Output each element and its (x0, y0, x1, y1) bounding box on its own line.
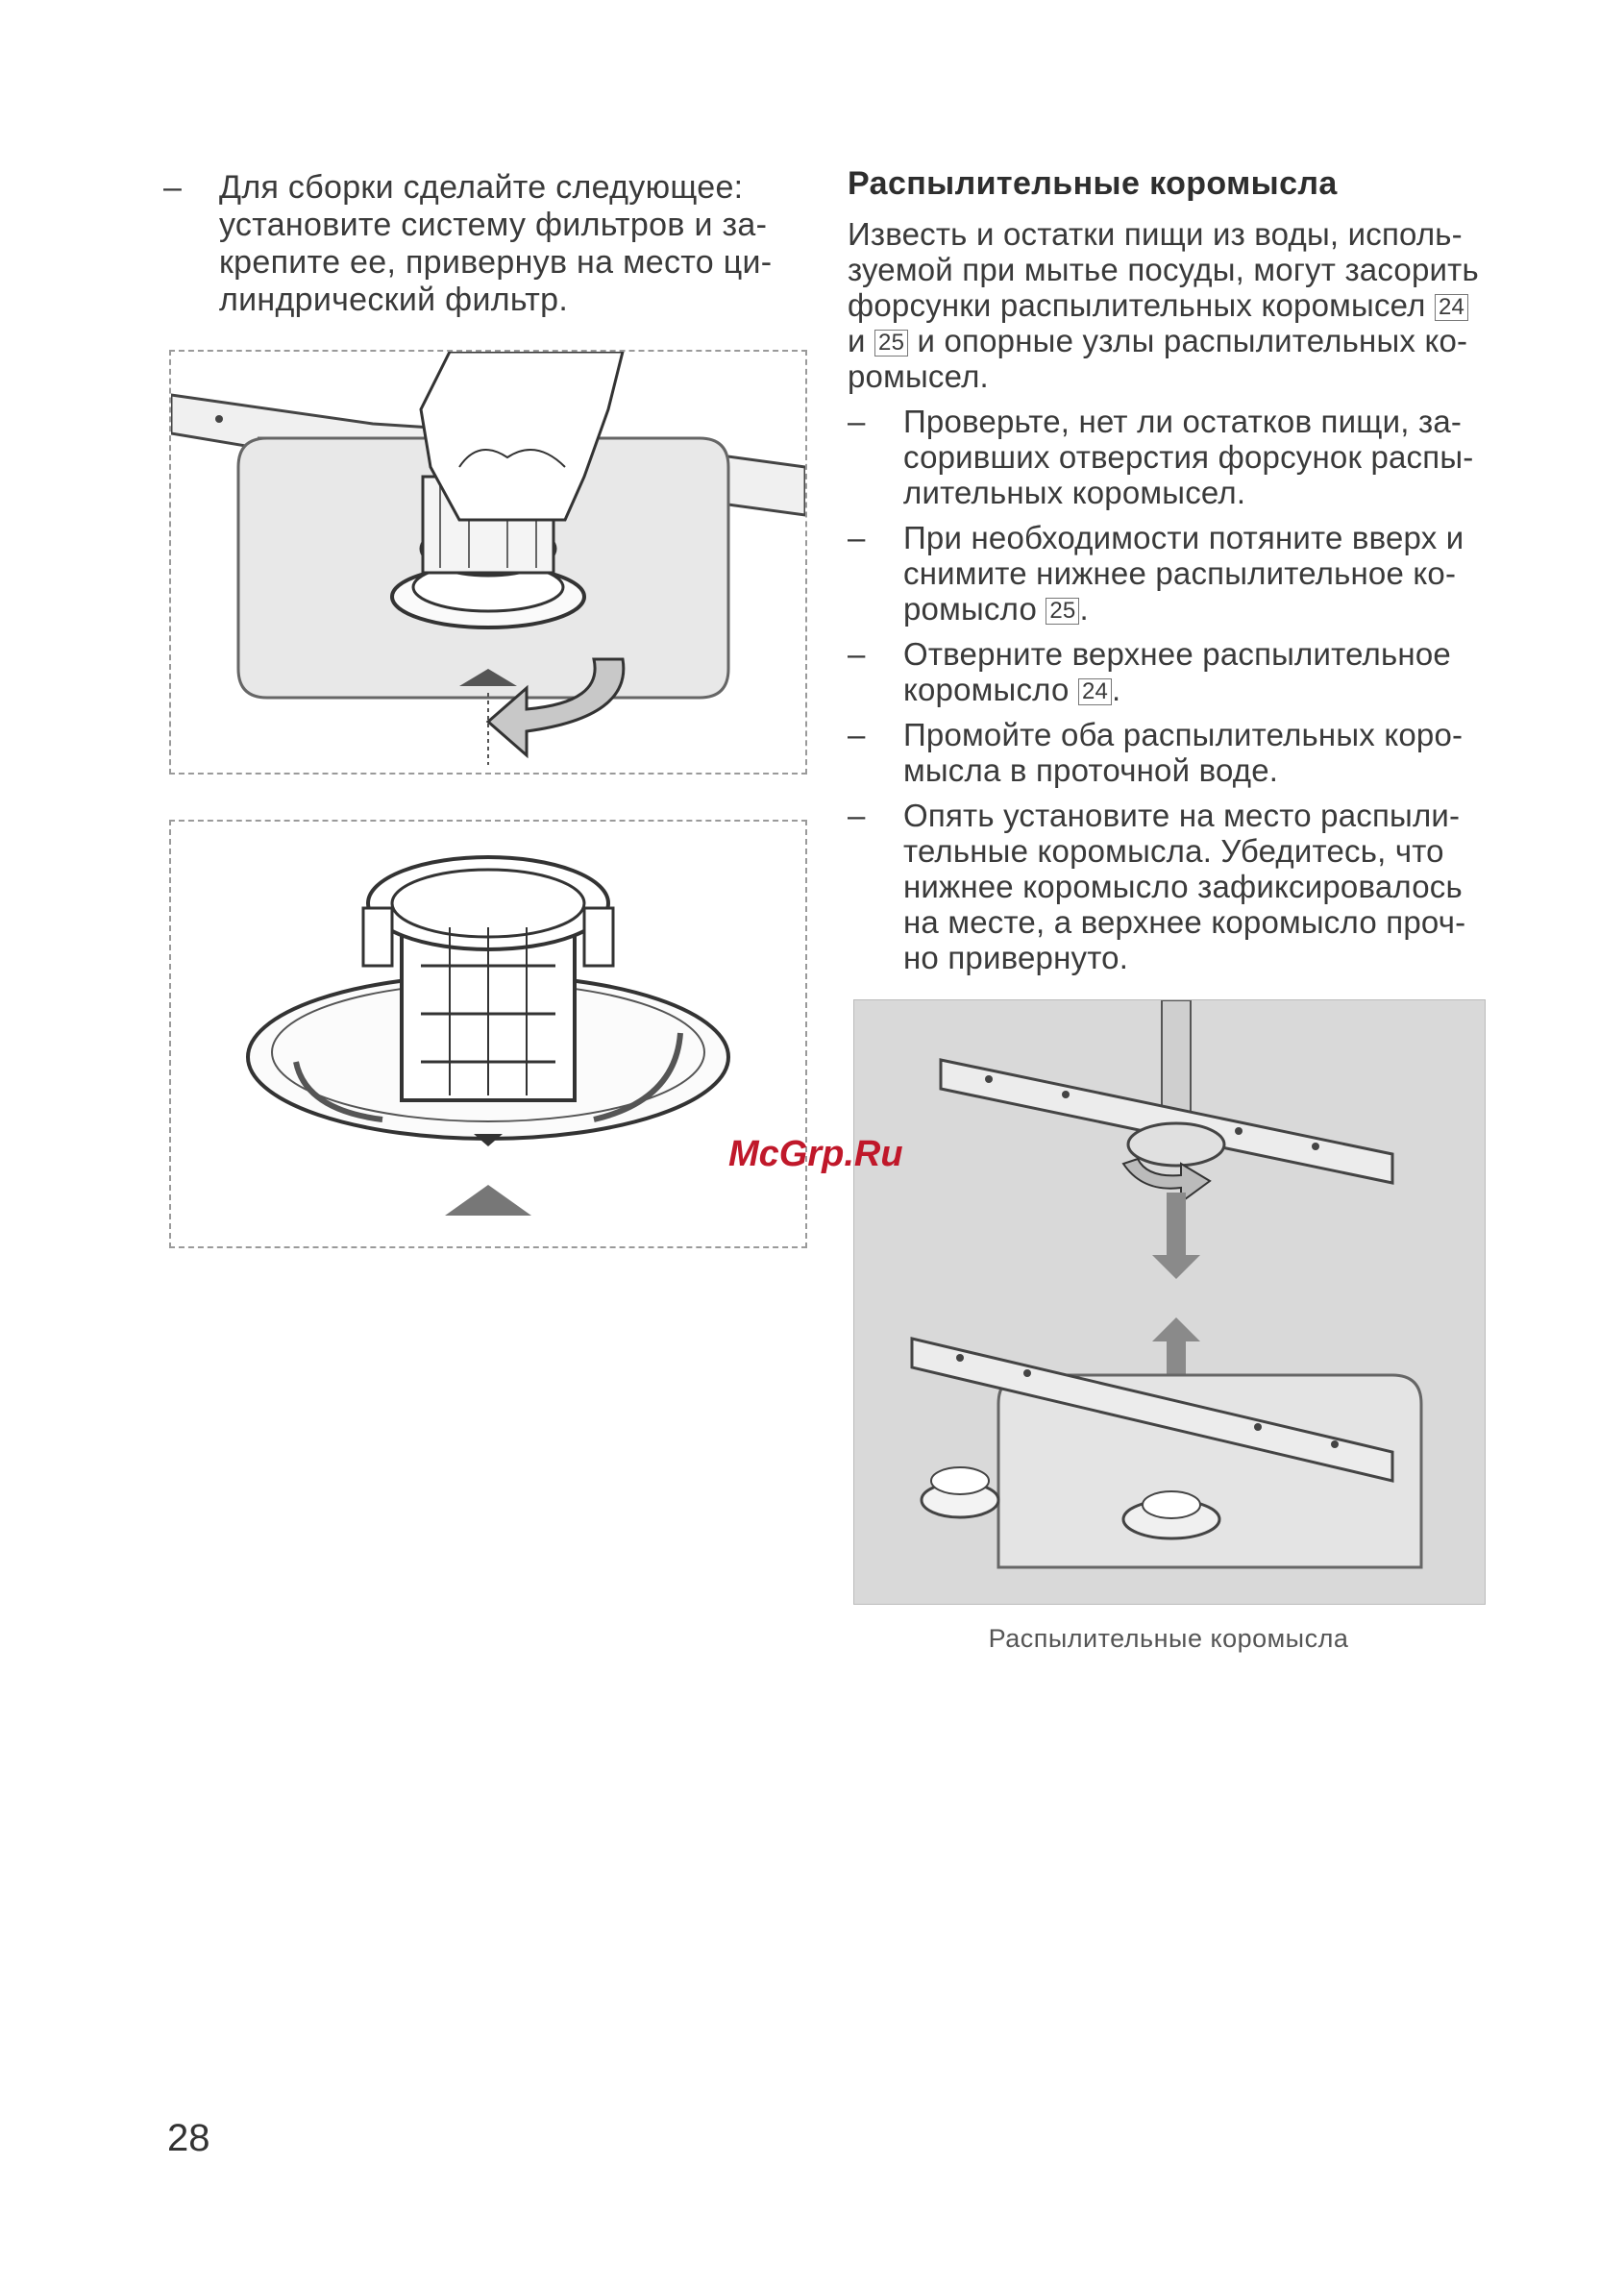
instruction-item (848, 717, 1489, 788)
left-instruction (163, 169, 807, 319)
instruction-text (903, 717, 1489, 788)
reference-number-lower-arm: 25 (874, 330, 908, 357)
instruction-text (903, 404, 1489, 510)
figure-caption: Распылительные коромысла (988, 1624, 1349, 1653)
instruction-line: на месте, а верхнее коромысло проч- (903, 904, 1466, 940)
intro-paragraph (848, 216, 1489, 394)
instruction-item (848, 404, 1489, 510)
instruction-line: Отверните верхнее распылительное коромысло (903, 636, 1451, 707)
instruction-line: Промойте оба распылительных коро- (903, 717, 1464, 752)
page-number: 28 (167, 2117, 210, 2159)
intro-line: форсунки распылительных коромысел (848, 287, 1426, 323)
instruction-item (848, 636, 1489, 707)
instruction-item (848, 520, 1489, 627)
instruction-line: соривших отверстия форсунок распы- (903, 439, 1474, 475)
instruction-line: При необходимости потяните вверх и снимите нижнее распылительное ко-ромысло (903, 520, 1464, 627)
instruction-tail: . (1112, 672, 1121, 707)
instruction-item (848, 798, 1489, 975)
intro-line: зуемой при мытье посуды, могут засорить (848, 252, 1479, 287)
spray-arms-section (848, 165, 1489, 985)
bullet-dash: – (163, 169, 183, 206)
instruction-tail: . (1079, 591, 1089, 627)
filter-assembly-illustration (169, 350, 807, 775)
reference-number-upper-arm: 24 (1435, 294, 1468, 321)
intro-line: Известь и остатки пищи из воды, исполь- (848, 216, 1463, 252)
reference-number: 25 (1046, 598, 1079, 625)
filter-detail-illustration (169, 820, 807, 1248)
bullet-dash: – (848, 636, 866, 672)
filter-assembly-drawing (171, 352, 805, 773)
instruction-line: лительных коромысел. (903, 475, 1246, 510)
bullet-dash: – (848, 717, 866, 752)
intro-line: ромысел. (848, 358, 989, 394)
assembly-instruction-text (219, 169, 807, 319)
instruction-line: линдрический фильтр. (219, 282, 569, 318)
instruction-text (903, 520, 1489, 627)
spray-arms-drawing (854, 1000, 1485, 1604)
instruction-line: крепите ее, привернув на место ци- (219, 244, 773, 281)
bullet-dash: – (848, 520, 866, 555)
intro-line: и опорные узлы распылительных ко- (917, 323, 1468, 358)
spray-arms-illustration (853, 999, 1486, 1605)
reference-number: 24 (1078, 678, 1112, 705)
instruction-line: установите систему фильтров и за- (219, 207, 768, 243)
intro-line: и (848, 323, 866, 358)
assembly-instruction-item (163, 169, 807, 319)
instruction-line: Для сборки сделайте следующее: (219, 169, 744, 206)
instruction-line: тельные коромысла. Убедитесь, что (903, 833, 1444, 869)
instruction-text (903, 798, 1489, 975)
section-title: Распылительные коромысла (848, 165, 1338, 202)
instruction-line: Проверьте, нет ли остатков пищи, за- (903, 404, 1463, 439)
bullet-dash: – (848, 798, 866, 833)
instruction-text (903, 636, 1489, 707)
watermark-logo[interactable]: McGrp.Ru (728, 1134, 903, 1174)
instruction-line: мысла в проточной воде. (903, 752, 1279, 788)
instruction-line: но привернуто. (903, 940, 1129, 975)
bullet-dash: – (848, 404, 866, 439)
instruction-line: нижнее коромысло зафиксировалось (903, 869, 1463, 904)
filter-detail-drawing (171, 822, 805, 1246)
instruction-line: Опять установите на место распыли- (903, 798, 1461, 833)
